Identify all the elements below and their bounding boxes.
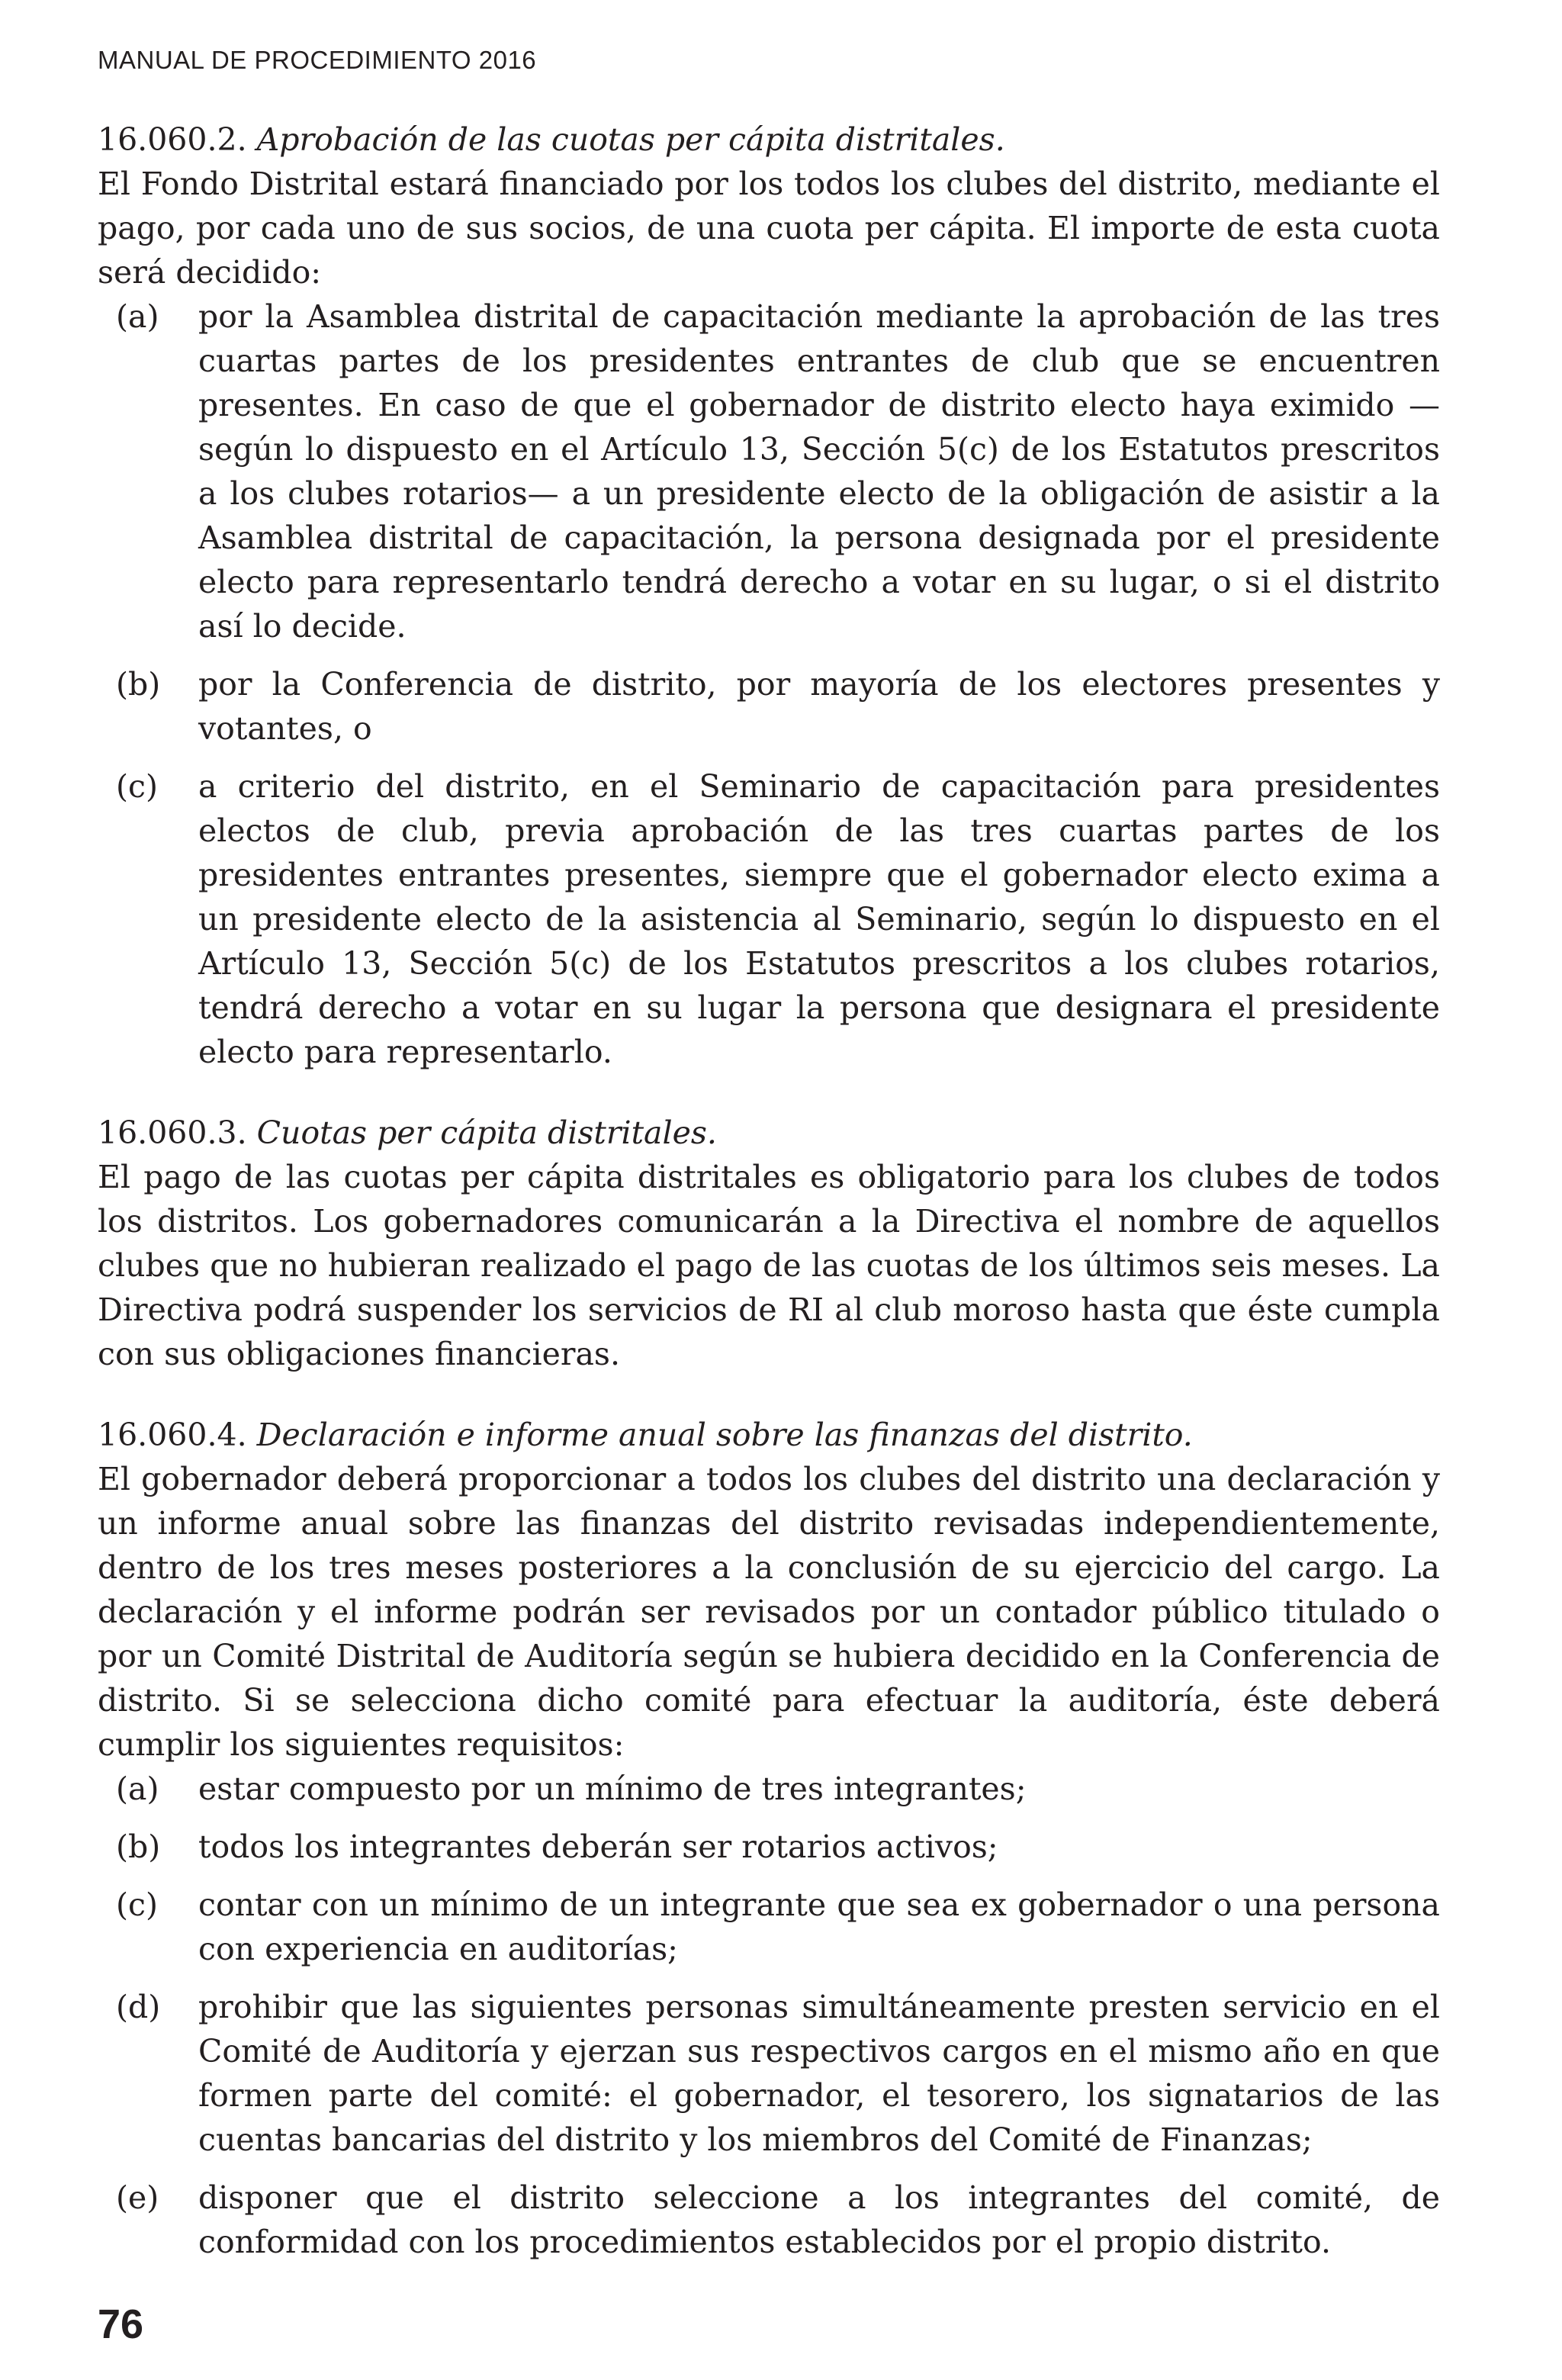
item-text: disponer que el distrito seleccione a los integrantes del comité, de conformidad con los procedimientos establecidos por el propio distrito. (198, 2179, 1440, 2260)
section-intro: El Fondo Distrital estará financiado por los todos los clubes del distrito, mediante el pago, por cada uno de sus socios, de una cuota per cápita. El importe de esta cuota será decidido: (98, 166, 1440, 291)
item-text: por la Asamblea distrital de capacitación mediante la aprobación de las tres cuartas partes de los presidentes entrantes de club que se encuentren presentes. En caso de que el gobernador de distrito electo haya eximido —según lo dispuesto en el Artículo 13, Sección 5(c) de los Estatutos prescritos a los clubes rotarios— a un presidente electo de la obligación de asistir a la Asamblea distrital de capacitación, la persona designada por el presidente electo para representarlo tendrá derecho a votar en su lugar, o si el distrito así lo decide. (198, 298, 1440, 645)
item-marker: (e) (116, 2179, 159, 2216)
item-marker: (a) (116, 298, 159, 335)
item-text: contar con un mínimo de un integrante que sea ex gobernador o una persona con experiencia en auditorías; (198, 1886, 1440, 1967)
item-list (98, 294, 1440, 1074)
item-text: a criterio del distrito, en el Seminario de capacitación para presidentes electos de club, previa aprobación de las tres cuartas partes de los presidentes entrantes presentes, siempre que el gobernador electo exima a un presidente electo de la asistencia al Seminario, según lo dispuesto en el Artículo 13, Sección 5(c) de los Estatutos prescritos a los clubes rotarios, tendrá derecho a votar en su lugar la persona que designara el presidente electo para representarlo. (198, 768, 1440, 1070)
page-number: 76 (98, 2301, 144, 2347)
list-item (98, 1767, 1440, 1811)
list-item (98, 764, 1440, 1074)
list-item (98, 1825, 1440, 1869)
section-title: Aprobación de las cuotas per cápita distritales. (256, 121, 1005, 158)
section-title: Cuotas per cápita distritales. (256, 1114, 717, 1151)
section-16-060-4 (98, 1413, 1440, 2264)
item-text: estar compuesto por un mínimo de tres integrantes; (198, 1771, 1027, 1807)
list-item (98, 1985, 1440, 2162)
section-16-060-2 (98, 117, 1440, 1074)
section-heading (98, 1413, 1440, 1457)
item-marker: (c) (116, 768, 158, 805)
item-marker: (b) (116, 1828, 161, 1865)
list-item (98, 2176, 1440, 2264)
section-title: Declaración e informe anual sobre las finanzas del distrito. (256, 1417, 1193, 1453)
section-number: 16.060.3. (98, 1114, 247, 1151)
item-marker: (d) (116, 1989, 161, 2025)
item-text: prohibir que las siguientes personas simultáneamente presten servicio en el Comité de Auditoría y ejerzan sus respectivos cargos en el mismo año en que formen parte del comité: el gobernador, el tesorero, los signatarios de las cuentas bancarias del distrito y los miembros del Comité de Finanzas; (198, 1989, 1440, 2158)
item-marker: (b) (116, 666, 161, 703)
section-heading (98, 1111, 1440, 1155)
document-body (98, 117, 1440, 2301)
item-text: todos los integrantes deberán ser rotarios activos; (198, 1828, 998, 1865)
list-item (98, 662, 1440, 751)
section-heading (98, 117, 1440, 162)
item-marker: (c) (116, 1886, 158, 1923)
section-number: 16.060.2. (98, 121, 247, 158)
item-text: por la Conferencia de distrito, por mayoría de los electores presentes y votantes, o (198, 666, 1440, 747)
section-number: 16.060.4. (98, 1417, 247, 1453)
section-16-060-3 (98, 1111, 1440, 1376)
item-marker: (a) (116, 1771, 159, 1807)
list-item (98, 1883, 1440, 1971)
list-item (98, 294, 1440, 648)
section-intro: El gobernador deberá proporcionar a todos los clubes del distrito una declaración y un informe anual sobre las finanzas del distrito revisadas independientemente, dentro de los tres meses posteriores a la conclusión de su ejercicio del cargo. La declaración y el informe podrán ser revisados por un contador público titulado o por un Comité Distrital de Auditoría según se hubiera decidido en la Conferencia de distrito. Si se selecciona dicho comité para efectuar la auditoría, éste deberá cumplir los siguientes requisitos: (98, 1461, 1440, 1763)
running-header: MANUAL DE PROCEDIMIENTO 2016 (98, 46, 537, 74)
section-intro: El pago de las cuotas per cápita distritales es obligatorio para los clubes de todos los distritos. Los gobernadores comunicarán a la Directiva el nombre de aquellos clubes que no hubieran realizado el pago de las cuotas de los últimos seis meses. La Directiva podrá suspender los servicios de RI al club moroso hasta que éste cumpla con sus obligaciones financieras. (98, 1159, 1440, 1372)
item-list (98, 1767, 1440, 2264)
